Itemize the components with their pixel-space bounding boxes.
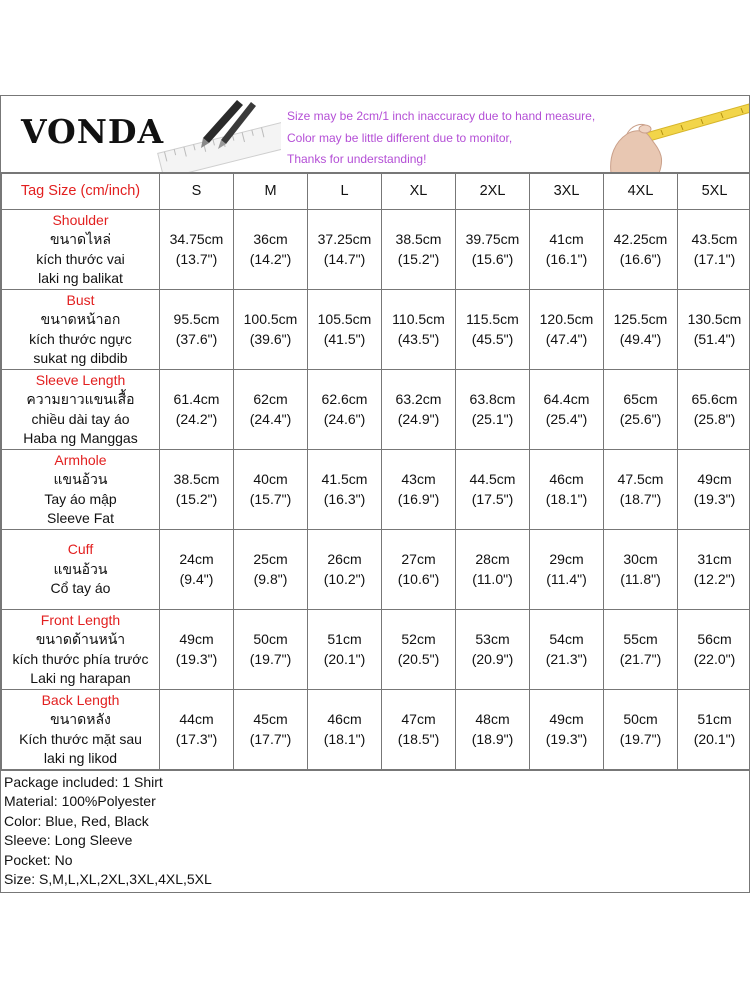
measurement-title: Armhole (54, 451, 107, 468)
value-inch: (19.3") (693, 490, 736, 507)
header-band (1, 96, 749, 173)
pen-ruler-illustration (151, 96, 281, 173)
value-inch: (20.5") (397, 650, 440, 667)
value-cm: 39.75cm (465, 231, 520, 247)
measurement-row (2, 530, 750, 610)
value-cm: 46cm (327, 711, 362, 727)
measurement-value-cell (382, 530, 456, 610)
measurement-value-cell (604, 290, 678, 370)
measurement-value-cell (382, 370, 456, 450)
value-inch: (18.9") (471, 730, 514, 747)
measurement-value-cell (234, 450, 308, 530)
value-cm: 51cm (697, 711, 732, 727)
measurement-value-cell (234, 610, 308, 690)
value-cm: 37.25cm (317, 231, 372, 247)
value-cm: 41cm (549, 231, 584, 247)
value-inch: (25.4") (545, 410, 588, 427)
measurement-value-cell (382, 450, 456, 530)
measurement-title: Bust (66, 291, 95, 308)
measurement-translation: ขนาดหน้าอก (40, 311, 121, 327)
spec-line: Sleeve: Long Sleeve (4, 832, 133, 849)
size-header: 3XL (530, 174, 604, 210)
value-cm: 50cm (623, 711, 658, 727)
value-cm: 44cm (179, 711, 214, 727)
measurement-label-cell (2, 530, 160, 610)
size-table (1, 173, 750, 770)
measurement-value-cell (604, 450, 678, 530)
measurement-label-cell (2, 290, 160, 370)
measurement-value-cell (234, 530, 308, 610)
value-inch: (49.4") (619, 330, 662, 347)
value-inch: (17.1") (693, 250, 736, 267)
value-inch: (17.5") (471, 490, 514, 507)
value-cm: 55cm (623, 631, 658, 647)
hand-tape-illustration (601, 96, 749, 173)
measurement-value-cell (530, 370, 604, 450)
value-inch: (45.5") (471, 330, 514, 347)
measurement-translation: kích thước ngực (29, 330, 132, 347)
value-inch: (11.4") (546, 570, 587, 587)
spec-line: Material: 100%Polyester (4, 793, 156, 810)
value-inch: (16.6") (619, 250, 662, 267)
value-inch: (24.9") (397, 410, 440, 427)
value-cm: 56cm (697, 631, 732, 647)
value-cm: 61.4cm (173, 391, 220, 407)
measurement-translation: แขนอ้วน (53, 560, 108, 577)
measurement-value-cell (456, 450, 530, 530)
value-inch: (15.7") (249, 490, 292, 507)
value-cm: 110.5cm (392, 311, 445, 327)
value-cm: 52cm (401, 631, 436, 647)
value-cm: 65cm (623, 391, 658, 407)
measurement-value-cell (160, 530, 234, 610)
value-cm: 30cm (623, 551, 658, 567)
value-cm: 51cm (327, 631, 362, 647)
value-inch: (43.5") (397, 330, 440, 347)
value-inch: (19.3") (175, 650, 218, 667)
tag-size-header: Tag Size (cm/inch) (2, 174, 160, 210)
measurement-value-cell (308, 530, 382, 610)
value-cm: 43cm (401, 471, 436, 487)
value-cm: 47.5cm (617, 471, 664, 487)
value-inch: (18.5") (397, 730, 440, 747)
value-cm: 49cm (697, 471, 732, 487)
value-cm: 120.5cm (539, 311, 594, 327)
value-inch: (15.6") (471, 250, 514, 267)
measurement-value-cell (604, 530, 678, 610)
measurement-value-cell (308, 290, 382, 370)
value-inch: (18.7") (619, 490, 662, 507)
measurement-row (2, 370, 750, 450)
measurement-row (2, 210, 750, 290)
measurement-value-cell (456, 290, 530, 370)
size-chart (0, 95, 750, 893)
measurement-translation: ขนาดด้านหน้า (35, 631, 126, 647)
value-cm: 42.25cm (613, 231, 668, 247)
value-cm: 49cm (179, 631, 214, 647)
value-cm: 27cm (401, 551, 436, 567)
measurement-translation: laki ng balikat (38, 270, 123, 286)
measurement-value-cell (678, 690, 750, 770)
measurement-value-cell (160, 370, 234, 450)
measurement-label-cell (2, 610, 160, 690)
measurement-translation: kích thước phía trước (12, 650, 149, 667)
value-cm: 26cm (327, 551, 362, 567)
measurement-value-cell (604, 370, 678, 450)
measurement-translation: ขนาดหลัง (50, 711, 111, 727)
size-header: M (234, 174, 308, 210)
value-inch: (24.6") (323, 410, 366, 427)
size-header: XL (382, 174, 456, 210)
measurement-row (2, 450, 750, 530)
measurement-translation: Sleeve Fat (47, 510, 114, 526)
measurement-value-cell (530, 290, 604, 370)
value-inch: (22.0") (693, 650, 736, 667)
value-inch: (17.3") (175, 730, 218, 747)
value-inch: (25.1") (471, 410, 514, 427)
value-cm: 38.5cm (173, 471, 220, 487)
measurement-value-cell (160, 690, 234, 770)
measurement-value-cell (160, 210, 234, 290)
measurement-value-cell (678, 290, 750, 370)
value-inch: (21.7") (619, 650, 662, 667)
value-inch: (20.1") (693, 730, 736, 747)
value-cm: 50cm (253, 631, 288, 647)
value-cm: 63.2cm (395, 391, 442, 407)
measurement-value-cell (530, 210, 604, 290)
spec-line: Size: S,M,L,XL,2XL,3XL,4XL,5XL (4, 871, 212, 888)
value-cm: 36cm (253, 231, 288, 247)
size-header: 5XL (678, 174, 750, 210)
value-inch: (13.7") (175, 250, 218, 267)
value-inch: (24.2") (175, 410, 218, 427)
spec-line: Color: Blue, Red, Black (4, 812, 149, 829)
measurement-notes (287, 106, 595, 171)
measurement-translation: Kích thước mặt sau (19, 730, 142, 747)
measurement-label-cell (2, 370, 160, 450)
measurement-value-cell (456, 210, 530, 290)
value-inch: (24.4") (249, 410, 292, 427)
value-cm: 63.8cm (469, 391, 516, 407)
measurement-value-cell (234, 370, 308, 450)
measurement-translation: Laki ng harapan (30, 670, 131, 686)
measurement-title: Shoulder (52, 211, 109, 228)
value-inch: (39.6") (249, 330, 292, 347)
value-inch: (51.4") (693, 330, 736, 347)
measurement-value-cell (530, 610, 604, 690)
measurement-value-cell (678, 610, 750, 690)
value-cm: 105.5cm (317, 311, 372, 327)
measurement-value-cell (160, 610, 234, 690)
measurement-translation: Haba ng Manggas (23, 430, 138, 446)
value-cm: 125.5cm (613, 311, 668, 327)
measurement-value-cell (456, 610, 530, 690)
measurement-translation: ขนาดไหล่ (50, 231, 111, 247)
size-header-row (2, 174, 750, 210)
size-header: 2XL (456, 174, 530, 210)
value-inch: (19.7") (619, 730, 662, 747)
value-inch: (14.7") (323, 250, 366, 267)
value-cm: 100.5cm (243, 311, 298, 327)
measurement-row (2, 290, 750, 370)
measurement-value-cell (382, 290, 456, 370)
product-specs (1, 770, 749, 892)
value-inch: (20.9") (471, 650, 514, 667)
value-inch: (25.8") (693, 410, 736, 427)
size-header: L (308, 174, 382, 210)
value-inch: (47.4") (545, 330, 588, 347)
measurement-value-cell (604, 690, 678, 770)
measurement-value-cell (234, 690, 308, 770)
value-cm: 31cm (697, 551, 732, 567)
value-cm: 62.6cm (321, 391, 368, 407)
value-inch: (19.7") (249, 650, 292, 667)
measurement-value-cell (382, 610, 456, 690)
value-cm: 130.5cm (687, 311, 742, 327)
measurement-value-cell (308, 690, 382, 770)
size-header: S (160, 174, 234, 210)
measurement-translation: แขนอ้วน (53, 471, 108, 487)
measurement-label-cell (2, 450, 160, 530)
note-line: Size may be 2cm/1 inch inaccuracy due to hand measure, (287, 109, 596, 123)
value-inch: (16.1") (545, 250, 588, 267)
value-cm: 46cm (549, 471, 584, 487)
measurement-title: Cuff (67, 541, 94, 558)
value-inch: (10.2") (323, 570, 366, 587)
note-line: Color may be little different due to monitor, (287, 130, 513, 145)
measurement-value-cell (308, 210, 382, 290)
spec-line: Pocket: No (4, 851, 73, 868)
measurement-translation: kích thước vai (36, 250, 125, 267)
value-cm: 95.5cm (173, 311, 220, 327)
measurement-title: Back Length (41, 691, 120, 708)
measurement-value-cell (308, 450, 382, 530)
value-cm: 53cm (475, 631, 510, 647)
note-line: Thanks for understanding! (287, 152, 427, 166)
value-inch: (17.7") (249, 730, 292, 747)
value-cm: 65.6cm (691, 391, 738, 407)
value-inch: (19.3") (545, 730, 588, 747)
measurement-translation: ความยาวแขนเสื้อ (26, 391, 135, 407)
value-inch: (20.1") (323, 650, 366, 667)
measurement-value-cell (530, 690, 604, 770)
measurement-translation: laki ng likod (43, 750, 118, 766)
value-inch: (16.9") (397, 490, 440, 507)
value-cm: 34.75cm (169, 231, 224, 247)
value-cm: 115.5cm (466, 311, 519, 327)
measurement-value-cell (678, 370, 750, 450)
measurement-translation: chiều dài tay áo (31, 410, 130, 427)
measurement-rows (2, 210, 750, 770)
measurement-value-cell (308, 370, 382, 450)
measurement-value-cell (678, 210, 750, 290)
value-cm: 62cm (253, 391, 288, 407)
value-cm: 54cm (549, 631, 584, 647)
value-cm: 47cm (401, 711, 436, 727)
value-inch: (12.2") (693, 570, 736, 587)
value-cm: 44.5cm (469, 471, 516, 487)
measurement-value-cell (456, 690, 530, 770)
value-inch: (25.6") (619, 410, 662, 427)
measurement-value-cell (604, 610, 678, 690)
measurement-value-cell (530, 530, 604, 610)
value-inch: (9.4") (179, 570, 214, 587)
measurement-row (2, 690, 750, 770)
measurement-translation: sukat ng dibdib (33, 350, 128, 366)
value-cm: 41.5cm (321, 471, 368, 487)
value-cm: 25cm (253, 551, 288, 567)
value-cm: 38.5cm (395, 231, 442, 247)
value-inch: (18.1") (545, 490, 588, 507)
measurement-value-cell (382, 210, 456, 290)
value-cm: 28cm (475, 551, 510, 567)
value-inch: (18.1") (323, 730, 366, 747)
value-cm: 49cm (549, 711, 584, 727)
value-inch: (15.2") (175, 490, 218, 507)
value-inch: (21.3") (545, 650, 588, 667)
value-cm: 40cm (253, 471, 288, 487)
measurement-value-cell (308, 610, 382, 690)
value-inch: (10.6") (397, 570, 440, 587)
value-inch: (15.2") (397, 250, 440, 267)
value-inch: (41.5") (323, 330, 366, 347)
value-cm: 43.5cm (691, 231, 738, 247)
measurement-label-cell (2, 210, 160, 290)
measurement-value-cell (604, 210, 678, 290)
value-inch: (11.0") (472, 570, 513, 587)
measurement-value-cell (530, 450, 604, 530)
value-cm: 45cm (253, 711, 288, 727)
measurement-value-cell (382, 690, 456, 770)
value-inch: (11.8") (620, 570, 661, 587)
value-cm: 64.4cm (543, 391, 590, 407)
value-inch: (16.3") (323, 490, 366, 507)
brand-logo: VONDA (21, 112, 165, 151)
measurement-title: Sleeve Length (35, 371, 126, 388)
measurement-title: Front Length (40, 611, 121, 628)
measurement-value-cell (160, 290, 234, 370)
value-inch: (37.6") (175, 330, 218, 347)
measurement-value-cell (456, 530, 530, 610)
value-cm: 29cm (549, 551, 584, 567)
size-header: 4XL (604, 174, 678, 210)
measurement-translation: Tay áo mập (44, 490, 117, 507)
measurement-label-cell (2, 690, 160, 770)
measurement-translation: Cổ tay áo (50, 580, 111, 597)
measurement-value-cell (160, 450, 234, 530)
value-cm: 24cm (179, 551, 214, 567)
measurement-value-cell (678, 530, 750, 610)
measurement-row (2, 610, 750, 690)
spec-line: Package included: 1 Shirt (4, 774, 163, 790)
value-inch: (9.8") (253, 570, 288, 587)
measurement-value-cell (678, 450, 750, 530)
value-cm: 48cm (475, 711, 510, 727)
measurement-value-cell (456, 370, 530, 450)
measurement-value-cell (234, 210, 308, 290)
measurement-value-cell (234, 290, 308, 370)
value-inch: (14.2") (249, 250, 292, 267)
